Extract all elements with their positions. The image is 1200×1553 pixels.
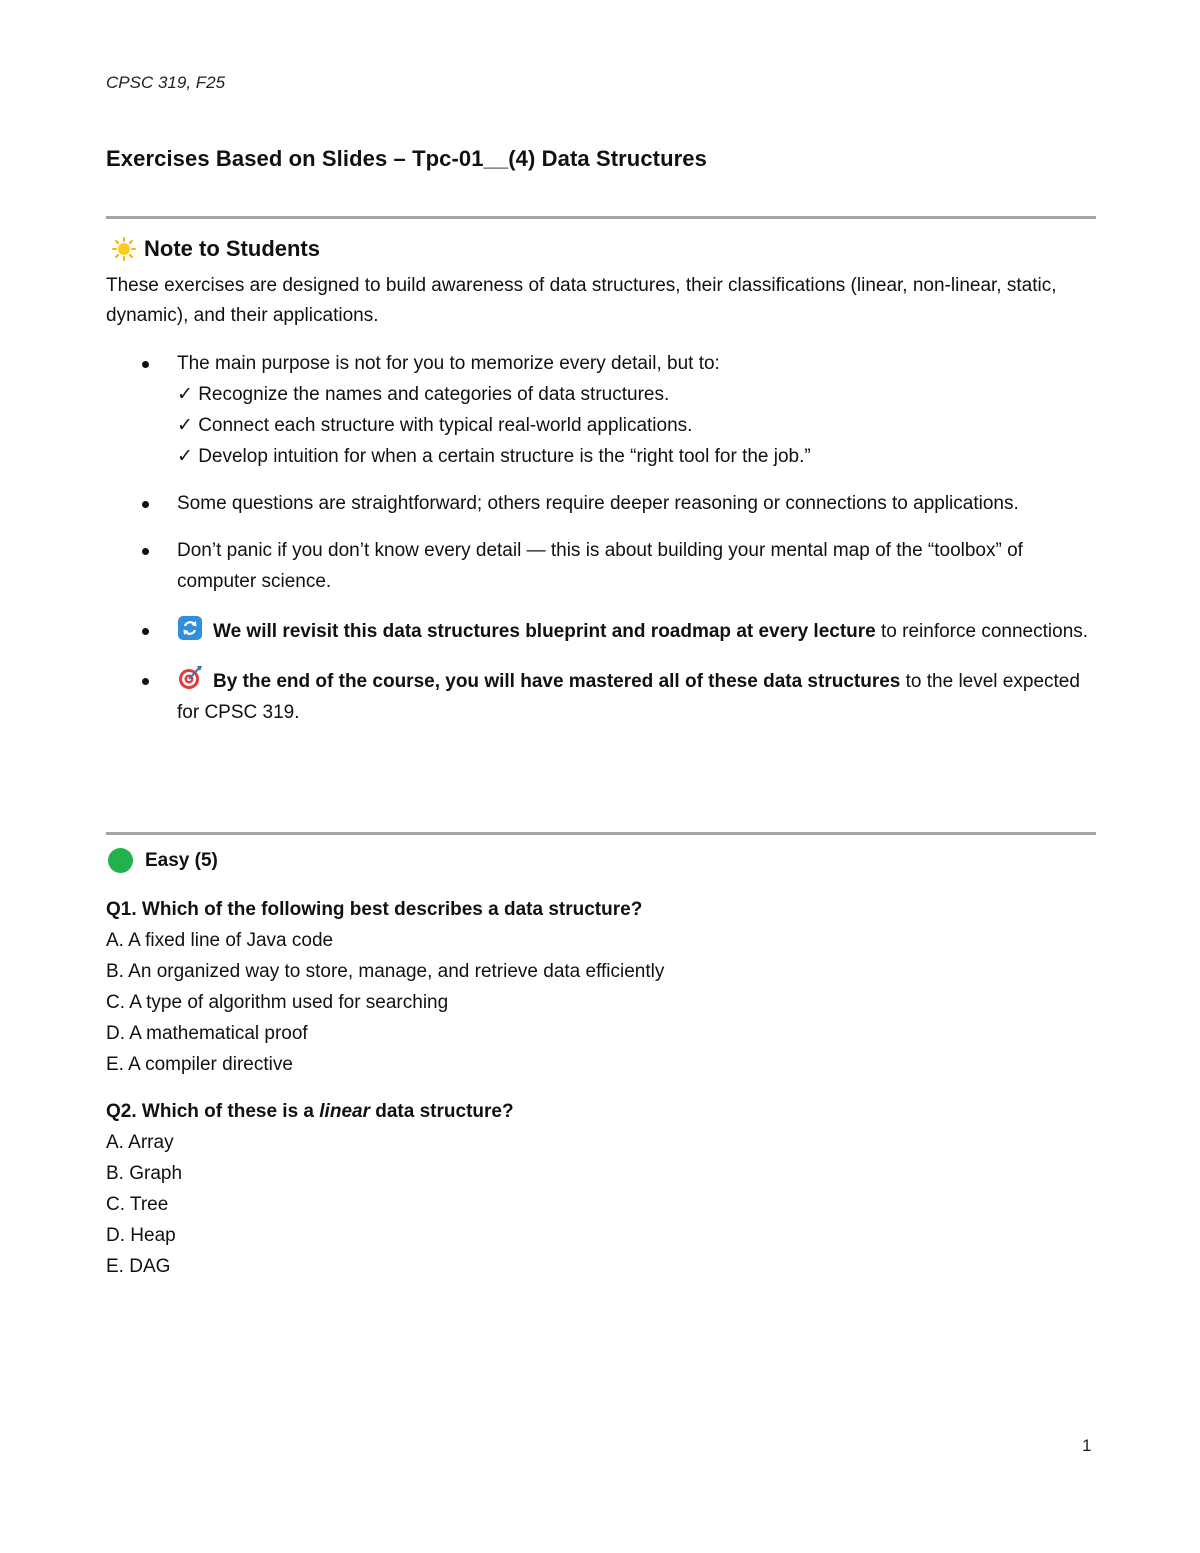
answer-option: D. A mathematical proof (106, 1023, 308, 1044)
check-item: ✓ Connect each structure with typical real-world applications. (177, 415, 693, 436)
list-item (106, 488, 1096, 519)
bullet-text: to reinforce connections. (875, 621, 1089, 642)
list-item (106, 348, 1096, 472)
bullet-text: Don’t panic if you don’t know every detail — this is about building your mental map of the “toolbox” of computer science. (177, 540, 1023, 592)
bullet-dot (142, 678, 149, 685)
page-title: Exercises Based on Slides – Tpc-01__(4) Data Structures (106, 146, 707, 171)
answer-option: D. Heap (106, 1225, 176, 1246)
question-number: Q2. (106, 1101, 137, 1122)
section-heading-easy (108, 848, 218, 873)
answer-option: A. Array (106, 1132, 174, 1153)
target-icon (177, 665, 203, 691)
refresh-icon (177, 615, 203, 641)
bullet-bold-text: We will revisit this data structures blueprint and roadmap at every lecture (213, 621, 876, 642)
list-item (106, 535, 1096, 597)
bullet-dot (142, 628, 149, 635)
note-heading-text: Note to Students (144, 236, 320, 261)
page-header: CPSC 319, F25 (106, 73, 226, 92)
list-item (106, 665, 1096, 728)
divider (106, 832, 1096, 835)
bullet-dot (142, 361, 149, 368)
answer-option: B. An organized way to store, manage, and retrieve data efficiently (106, 961, 665, 982)
note-heading (112, 236, 320, 262)
sun-icon (112, 237, 136, 261)
check-item: ✓ Recognize the names and categories of data structures. (177, 384, 670, 405)
note-intro: These exercises are designed to build awareness of data structures, their classifications (linear, non-linear, static, dynamic), and their applications. (106, 275, 1057, 326)
check-item: ✓ Develop intuition for when a certain structure is the “right tool for the job.” (177, 446, 811, 467)
answer-option: E. A compiler directive (106, 1054, 293, 1075)
question-prompt: Which of these is a (141, 1101, 320, 1122)
answer-option: C. Tree (106, 1194, 169, 1215)
note-bullet-list (106, 348, 1096, 744)
question-prompt-end: data structure? (369, 1101, 514, 1122)
bullet-text: The main purpose is not for you to memorize every detail, but to: (177, 353, 720, 374)
bullet-dot (142, 548, 149, 555)
page-number: 1 (1082, 1436, 1092, 1455)
question-text (106, 1096, 1096, 1127)
answer-option: A. A fixed line of Java code (106, 930, 334, 951)
question-prompt: Which of the following best describes a data structure? (141, 899, 643, 920)
section-label: Easy (5) (145, 849, 218, 871)
answer-option: E. DAG (106, 1256, 171, 1277)
answer-option: C. A type of algorithm used for searching (106, 992, 449, 1013)
bullet-text: Some questions are straightforward; others require deeper reasoning or connections to applications. (177, 493, 1019, 514)
list-item (106, 615, 1096, 647)
bullet-bold-text: By the end of the course, you will have mastered all of these data structures (213, 671, 901, 692)
answer-option: B. Graph (106, 1163, 183, 1184)
bullet-text: to the level expected for CPSC 319. (177, 671, 1080, 723)
bullet-dot (142, 501, 149, 508)
question-1 (106, 894, 1096, 1080)
question-number: Q1. (106, 899, 137, 920)
question-text (106, 894, 1096, 925)
green-circle-icon (108, 848, 133, 873)
question-emphasis: linear (319, 1101, 370, 1122)
divider (106, 216, 1096, 219)
question-2 (106, 1096, 1096, 1282)
